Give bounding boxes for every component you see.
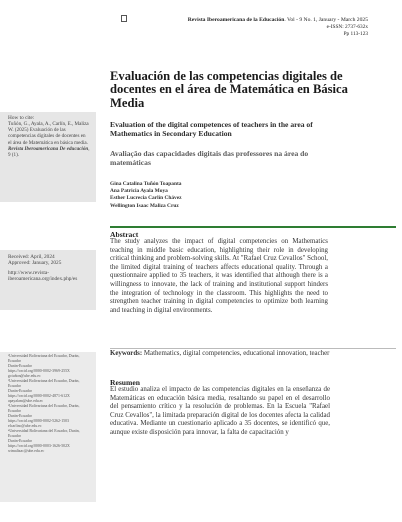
- affiliation-line: ³Universidad Bolivariana del Ecuador, Durán, Ecuador: [8, 404, 80, 413]
- abstract-body: The study analyzes the impact of digital competencies on Mathematics teaching in middle basic education, highlighting their role in developing critical thinking and problem-solving skills. At "Rafael Cruz Cevallos" School, the limited digital training of teachers affects educational quality. Through a questionnaire applied to 35 teachers, it was identified that although there is a willingness to innovate, the lack of training and institutional support hinders the integration of technology in the classroom. This highlights the need to strengthen teacher training in digital competencies to optimize both learning and teaching in digital environments.: [110, 238, 328, 314]
- citation-text: [8, 121, 90, 158]
- orcid-link[interactable]: https://orcid.org/0000-0002-5262-1503: [8, 419, 69, 423]
- citation-heading: How to cite:: [8, 115, 35, 121]
- journal-pages: Pp 113-123: [343, 31, 368, 37]
- journal-name: Revista Iberoamericana de la Educación: [187, 17, 285, 23]
- author-list: [110, 181, 182, 210]
- author-name: Esther Lucrecia Carlín Chávez: [110, 195, 182, 202]
- orcid-link[interactable]: https://orcid.org/0000-0002-3969-255X: [8, 369, 70, 373]
- orcid-link[interactable]: https://orcid.org/0000-0003-1626-502X: [8, 444, 70, 448]
- abstract-heading: Abstract: [110, 230, 139, 239]
- email-link[interactable]: wimalizac@ube.edu.ec: [8, 449, 45, 453]
- author-name: Gina Catalina Tuñón Toapanta: [110, 181, 182, 187]
- keywords: [110, 350, 330, 359]
- journal-header: [188, 17, 368, 23]
- journal-issn: e-ISSN: 2737-632x: [326, 24, 368, 30]
- keywords-label: Keywords:: [110, 350, 143, 357]
- affiliation-line: Durán-Ecuador: [8, 439, 32, 443]
- keywords-text: Mathematics, digital competencies, educational innovation, teacher: [142, 350, 330, 357]
- affiliation-line: ¹Universidad Bolivariana del Ecuador, Durán, Ecuador: [8, 354, 80, 363]
- journal-logo-icon: [121, 15, 127, 22]
- affiliation-line: Durán-Ecuador: [8, 364, 32, 368]
- affiliation-line: Durán-Ecuador: [8, 414, 32, 418]
- article-title: Evaluación de las competencias digitales de docentes en el área de Matemática en Básica Media: [110, 69, 348, 110]
- received-date: Received: April, 2024: [8, 254, 55, 260]
- citation-journal: Revista Iberoamericana De educación: [8, 145, 89, 152]
- resumen-heading: Resumen: [110, 378, 140, 387]
- dates: [8, 254, 61, 266]
- section-divider-accent: [110, 226, 396, 228]
- author-name: Wellington Isaac Maliza Cruz: [110, 202, 179, 209]
- journal-issue: . Vol - 9 No. 1, January - March 2025: [284, 17, 368, 23]
- citation-volume: , 9 (1).: [8, 145, 90, 159]
- affiliations-list: [8, 354, 92, 454]
- section-divider: [110, 348, 396, 349]
- affiliation-line: ⁴Universidad Bolivariana del Ecuador, Durán, Ecuador: [8, 429, 80, 438]
- article-title-english: Evaluation of the digital competences of teachers in the area of Mathematics in Secondary Education: [110, 120, 313, 138]
- affiliation-line: ²Universidad Bolivariana del Ecuador, Durán, Ecuador: [8, 379, 80, 388]
- email-link[interactable]: elcarlinc@ube.edu.ec: [8, 424, 42, 428]
- citation-main: Tuñón, G., Ayala, A., Carlín, E., Maliza W. (2025) Evaluación de las competencias digitales de docentes en el área de Matemática en básica media.: [8, 121, 89, 146]
- author-name: Ana Patricia Ayala Moya: [110, 188, 168, 195]
- orcid-link[interactable]: https://orcid.org/0000-0002-4871-612X: [8, 394, 70, 398]
- article-title-portuguese: Avaliação das capacidades digitais das professores na área do matemáticas: [110, 149, 309, 167]
- email-link[interactable]: gctuñon@ube.edu.ec: [8, 374, 41, 378]
- affiliation-line: Durán-Ecuador: [8, 389, 32, 393]
- journal-url-link[interactable]: http://www.revista-iberoamericana.org/index.php/es: [8, 270, 78, 283]
- resumen-body: El estudio analiza el impacto de las competencias digitales en la enseñanza de Matemáticas en educación básica media, resaltando su papel en el desarrollo del pensamiento crítico y la resolución de problemas. En la Escuela "Rafael Cruz Cevallos", la limitada preparación digital de los docentes afecta la calidad educativa. Mediante un cuestionario aplicado a 35 docentes, se identificó que, aunque existe disposición para innovar, la falta de capacitación y: [110, 386, 330, 436]
- email-link[interactable]: apayalam@ube.edu.ec: [8, 399, 44, 403]
- approved-date: Approved: January, 2025: [8, 260, 62, 267]
